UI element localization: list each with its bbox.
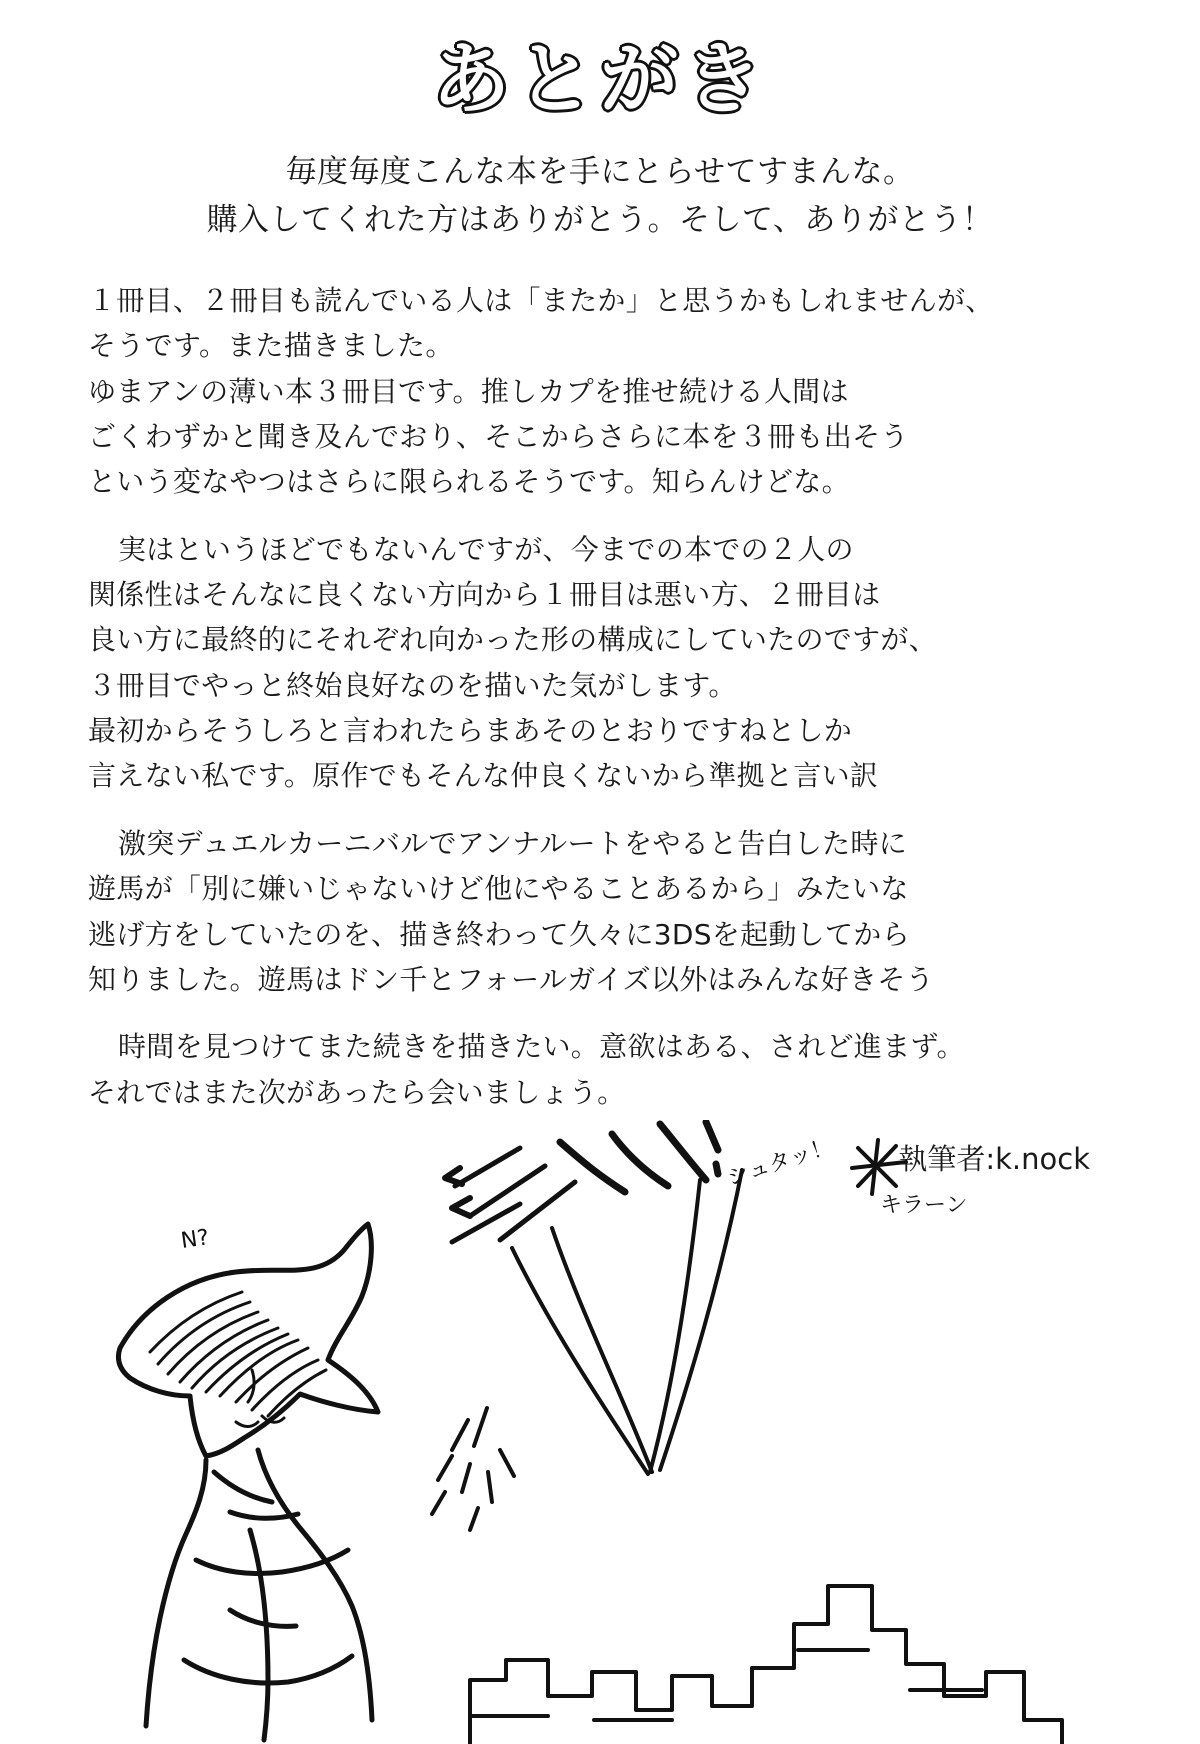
text-line: 実はというほどでもないんですが、今までの本での２人の [118, 532, 854, 566]
lead-line: 毎度毎度こんな本を手にとらせてすまんな。 [285, 153, 915, 190]
character-head [118, 1224, 378, 1456]
lead-line: 購入してくれた方はありがとう。そして、ありがとう！ [206, 201, 994, 238]
text-line: 知りました。遊馬はドン千とフォールガイズ以外はみんな好きそう [88, 962, 934, 996]
page-title: あとがき [431, 35, 768, 125]
sketch-illustration [0, 1120, 1200, 1744]
sfx-question-label: N? [179, 1225, 211, 1254]
text-line: ゆまアンの薄い本３冊目です。推しカプを推せ続ける人間は [88, 374, 849, 408]
paragraph [88, 1024, 1112, 1115]
illustration [0, 1120, 1200, 1744]
text-line: 逃げ方をしていたのを、描き終わって久々に3DSを起動してから [88, 917, 910, 951]
sfx-sparkle-label: キラーン [880, 1193, 968, 1218]
sfx-brush-strokes [560, 1122, 718, 1192]
sparkle-star [852, 1140, 906, 1194]
text-line: 関係性はそんなに良くない方向から１冊目は悪い方、２冊目は [88, 578, 881, 612]
text-line: １冊目、２冊目も読んでいる人は「またか」と思うかもしれませんが、 [88, 283, 994, 317]
text-line: 良い方に最終的にそれぞれ向かった形の構成にしていたのですが、 [88, 623, 938, 657]
text-line: そうです。また描きました。 [88, 329, 454, 363]
impact-burst [432, 1408, 514, 1530]
lead-paragraph [0, 148, 1200, 244]
text-line: ３冊目でやっと終始良好なのを描いた気がします。 [88, 668, 737, 702]
city-skyline [470, 1586, 1062, 1744]
text-line: それではまた次があったら会いましょう。 [88, 1075, 626, 1109]
text-line: 時間を見つけてまた続きを描きたい。意欲はある、されど進まず。 [118, 1030, 965, 1064]
character-body [146, 1450, 372, 1740]
text-line: ごくわずかと聞き及んでおり、そこからさらに本を３冊も出そう [88, 419, 909, 453]
paragraph [88, 278, 1112, 505]
text-line: 遊馬が「別に嫌いじゃないけど他にやることあるから」みたいな [88, 872, 909, 906]
paragraph [88, 527, 1112, 799]
text-line: 最初からそうしろと言われたらまあそのとおりですねとしか [88, 714, 853, 748]
paragraph [88, 821, 1112, 1002]
beam-lines [512, 1170, 742, 1474]
afterword-body [0, 278, 1200, 1115]
text-line: 激突デュエルカーニバルでアンナルートをやると告白した時に [118, 826, 908, 860]
speed-lines [452, 1148, 575, 1242]
text-line: 言えない私です。原作でもそんな仲良くないから準拠と言い訳 [88, 759, 879, 793]
sfx-dash-label: シュタッ！ [724, 1134, 837, 1192]
author-signature: 執筆者:k.nock [898, 1142, 1090, 1176]
text-line: という変なやつはさらに限られるそうです。知らんけどな。 [88, 465, 850, 499]
dash-arrows [445, 1168, 470, 1216]
